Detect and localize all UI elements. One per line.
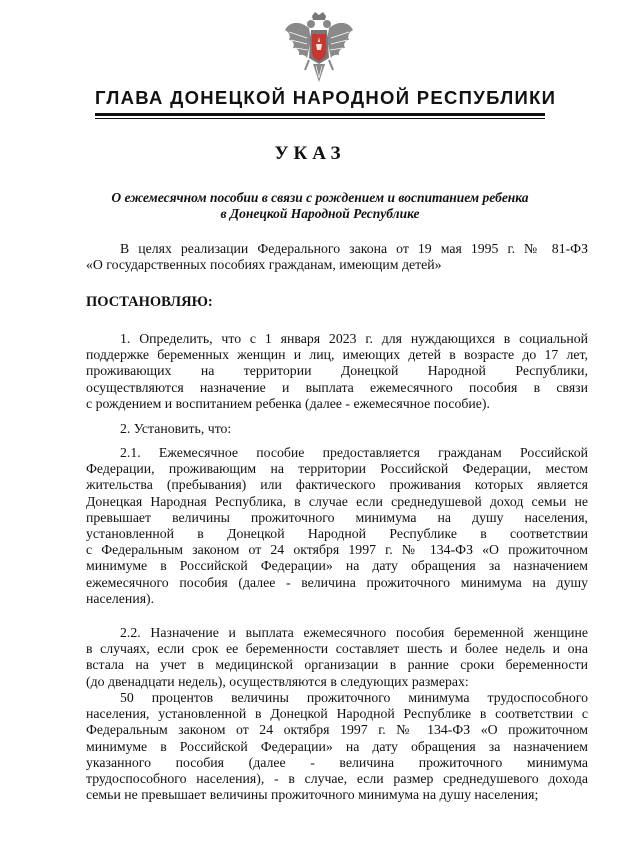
paragraph-1 (86, 331, 588, 412)
issuer-header (95, 87, 557, 119)
paragraph-line: поддержке беременных женщин и лиц, имеющих детей в возрасте до 17 лет, (86, 347, 588, 363)
paragraph-line: 2.1. Ежемесячное пособие предоставляется гражданам Российской (120, 445, 588, 460)
header-rule-thin (95, 118, 545, 119)
document-subtitle (100, 189, 540, 221)
paragraph-line: осуществляются назначение и выплата ежемесячного пособия в связи (86, 379, 588, 395)
subtitle-line: О ежемесячном пособии в связи с рождением и воспитанием ребенка (111, 190, 529, 205)
paragraph-line: населения). (86, 590, 155, 606)
paragraph-2-2-a (86, 690, 588, 803)
paragraph-line: 1. Определить, что с 1 января 2023 г. для нуждающихся в социальной (120, 331, 588, 346)
decree-word: ПОСТАНОВЛЯЮ: (86, 294, 213, 310)
paragraph-line: минимуме в Российской Федерации» на дату обращения за назначением (86, 738, 588, 754)
paragraph-line: в случаях, если срок ее беременности составляет шесть и более недель и она (86, 641, 588, 657)
paragraph-line: установленной в Донецкой Народной Республике в соответствии (86, 525, 588, 541)
paragraph-line: 2.2. Назначение и выплата ежемесячного пособия беременной женщине (120, 625, 588, 640)
paragraph-line: трудоспособного населения), - в случае, если размер среднедушевого дохода (86, 770, 588, 786)
dpr-coat-of-arms-icon (283, 10, 355, 86)
paragraph-line: встала на учет в медицинской организации в ранние сроки беременности (86, 657, 588, 673)
header-rule-thick (95, 113, 545, 116)
paragraph-line: жительства (пребывания) или фактического проживания которых является (86, 477, 588, 493)
paragraph-line: семьи не превышает величины прожиточного минимума на душу населения; (86, 787, 539, 803)
paragraph-line: с Федеральным законом от 24 октября 1997 г. № 134-ФЗ «О прожиточном (86, 542, 588, 558)
paragraph-line: указанного пособия (далее - величина прожиточного минимума (86, 754, 588, 770)
paragraph-line: Донецкая Народная Республика, в случае если среднедушевой доход семьи не (86, 493, 588, 509)
paragraph-line: 2. Установить, что: (120, 421, 232, 436)
paragraph-line: минимуме в Российской Федерации» на дату обращения за назначением (86, 558, 588, 574)
document-type: УКАЗ (274, 143, 346, 164)
paragraph-line: 50 процентов величины прожиточного минимума трудоспособного (120, 690, 588, 705)
paragraph-line: населения, установленной в Донецкой Народной Республике в соответствии с (86, 706, 588, 722)
paragraph-line: Федерации, проживающим на территории Российской Федерации, местом (86, 461, 588, 477)
paragraph-line: с рождением и воспитанием ребенка (далее - ежемесячное пособие). (86, 395, 490, 411)
paragraph-line: (до двенадцати недель), осуществляются в следующих размерах: (86, 673, 469, 689)
paragraph-2-1 (86, 445, 588, 607)
preamble-line: В целях реализации Федерального закона от 19 мая 1995 г. № 81-ФЗ (120, 241, 588, 256)
preamble (86, 241, 588, 273)
paragraph-line: ежемесячного пособия (далее - величина прожиточного минимума на душу (86, 574, 588, 590)
subtitle-line: в Донецкой Народной Республике (220, 206, 420, 222)
paragraph-2-2 (86, 625, 588, 690)
paragraph-line: превышает величины прожиточного минимума на душу населения, (86, 509, 588, 525)
preamble-line: «О государственных пособиях гражданам, имеющим детей» (86, 257, 442, 273)
paragraph-line: проживающих на территории Донецкой Народной Республики, (86, 363, 588, 379)
issuer-title: ГЛАВА ДОНЕЦКОЙ НАРОДНОЙ РЕСПУБЛИКИ (95, 87, 557, 108)
paragraph-2 (86, 421, 588, 437)
paragraph-line: Федеральным законом от 24 октября 1997 г. № 134-ФЗ «О прожиточном (86, 722, 588, 738)
